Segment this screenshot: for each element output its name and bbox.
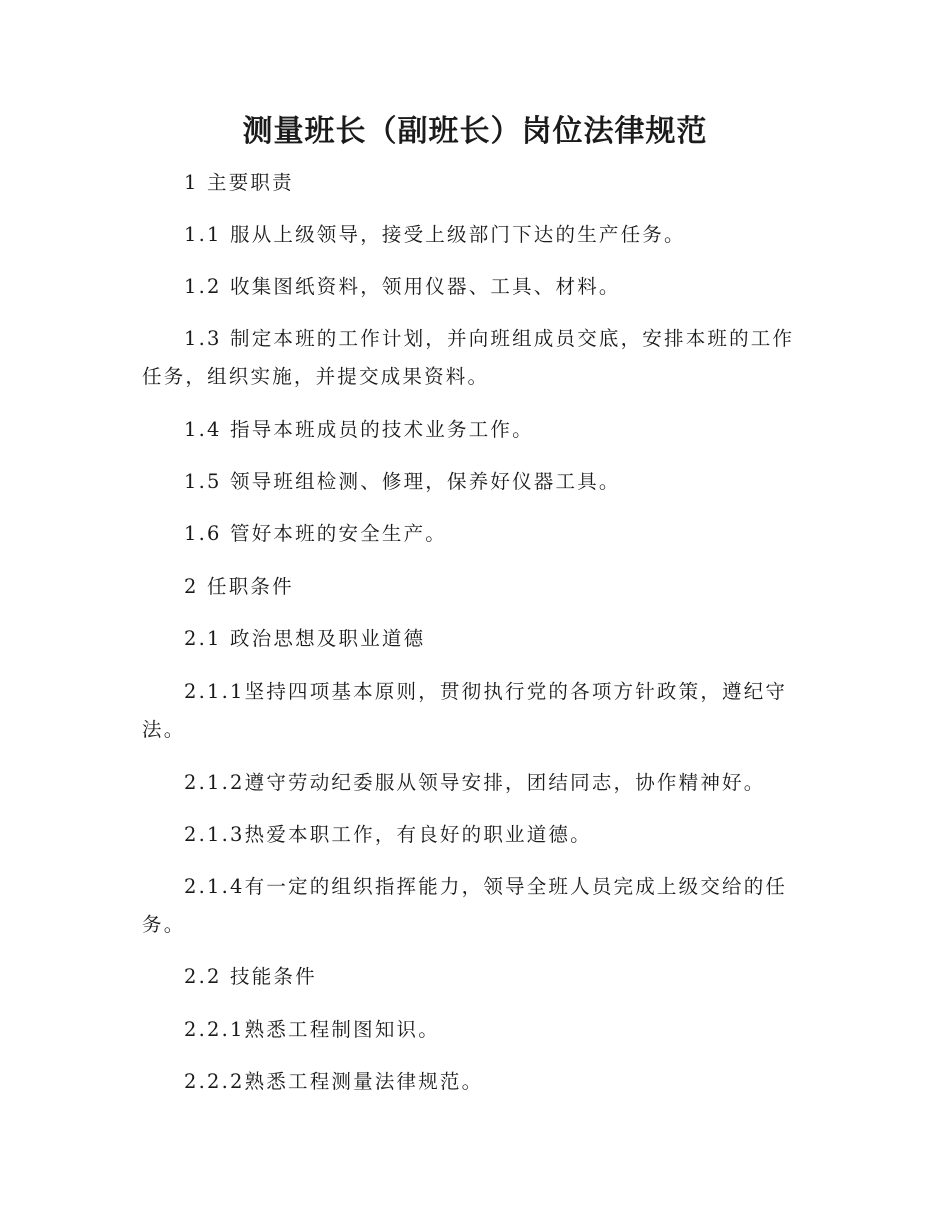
paragraph-2-1-2: 2.1.2遵守劳动纪委服从领导安排，团结同志，协作精神好。 (184, 771, 766, 794)
paragraph-2-1-1: 2.1.1坚持四项基本原则，贯彻执行党的各项方针政策，遵纪守法。 (142, 680, 788, 741)
paragraph-2-1: 2.1 政治思想及职业道德 (184, 627, 426, 650)
paragraph-1-4: 1.4 指导本班成员的技术业务工作。 (184, 418, 534, 441)
paragraph-section-1: 1 主要职责 (184, 171, 294, 194)
paragraph-1-2: 1.2 收集图纸资料，领用仪器、工具、材料。 (184, 275, 621, 298)
paragraph-section-2: 2 任职条件 (184, 575, 294, 598)
paragraph-1-1: 1.1 服从上级领导，接受上级部门下达的生产任务。 (184, 223, 686, 246)
paragraph-2-2: 2.2 技能条件 (184, 965, 317, 988)
paragraph-2-1-3: 2.1.3热爱本职工作，有良好的职业道德。 (184, 823, 592, 846)
document-title: 测量班长（副班长）岗位法律规范 (242, 114, 708, 149)
paragraph-1-3: 1.3 制定本班的工作计划，并向班组成员交底，安排本班的工作任务，组织实施，并提交成果资料。 (142, 327, 795, 388)
paragraph-1-5: 1.5 领导班组检测、修理，保养好仪器工具。 (184, 470, 621, 493)
paragraph-2-2-1: 2.2.1熟悉工程制图知识。 (184, 1018, 440, 1041)
paragraph-2-2-2: 2.2.2熟悉工程测量法律规范。 (184, 1070, 484, 1093)
paragraph-2-1-4: 2.1.4有一定的组织指挥能力，领导全班人员完成上级交给的任务。 (142, 875, 788, 936)
paragraph-1-6: 1.6 管好本班的安全生产。 (184, 522, 448, 545)
